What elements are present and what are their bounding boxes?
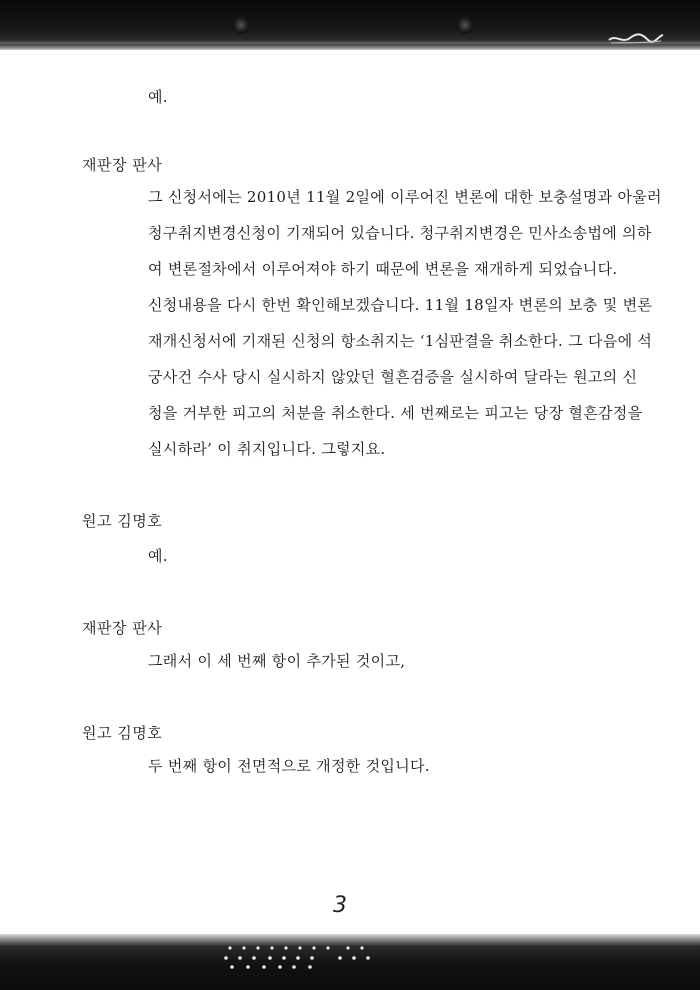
punch-dots-icon (222, 942, 382, 972)
speaker-label: 재판장 판사 (82, 619, 163, 637)
speaker-label: 재판장 판사 (82, 156, 163, 174)
transcript-line: 그래서 이 세 번째 항이 추가된 것이고, (148, 652, 406, 670)
transcript-line: 재개신청서에 기재된 신청의 항소취지는 ‘1심판결을 취소한다. 그 다음에 석 (148, 332, 653, 350)
corner-scribble-icon (606, 30, 666, 46)
transcript-line: 실시하라’ 이 취지입니다. 그렇지요. (148, 440, 386, 458)
transcript-line: 그 신청서에는 2010년 11월 2일에 이루어진 변론에 대한 보충설명과 아울러 (148, 188, 662, 206)
transcript-line: 신청내용을 다시 한번 확인해보겠습니다. 11월 18일자 변론의 보충 및 변론 (148, 296, 653, 314)
transcript-line: 여 변론절차에서 이루어져야 하기 때문에 변론을 재개하게 되었습니다. (148, 260, 618, 278)
page-number: 3 (333, 893, 347, 918)
binder-hole-icon (456, 16, 474, 34)
transcript-line: 청구취지변경신청이 기재되어 있습니다. 청구취지변경은 민사소송법에 의하 (148, 224, 652, 242)
transcript-line: 청을 거부한 피고의 처분을 취소한다. 세 번째로는 피고는 당장 혈흔감정을 (148, 404, 643, 422)
transcript-line: 궁사건 수사 당시 실시하지 않았던 혈흔검증을 실시하여 달라는 원고의 신 (148, 368, 638, 386)
transcript-line: 두 번째 항이 전면적으로 개정한 것입니다. (148, 757, 430, 775)
transcript-line: 예. (148, 547, 168, 565)
speaker-label: 원고 김명호 (82, 724, 163, 742)
binder-hole-icon (232, 16, 250, 34)
speaker-label: 원고 김명호 (82, 512, 163, 530)
transcript-line: 예. (148, 88, 168, 106)
scan-border-top (0, 0, 700, 50)
